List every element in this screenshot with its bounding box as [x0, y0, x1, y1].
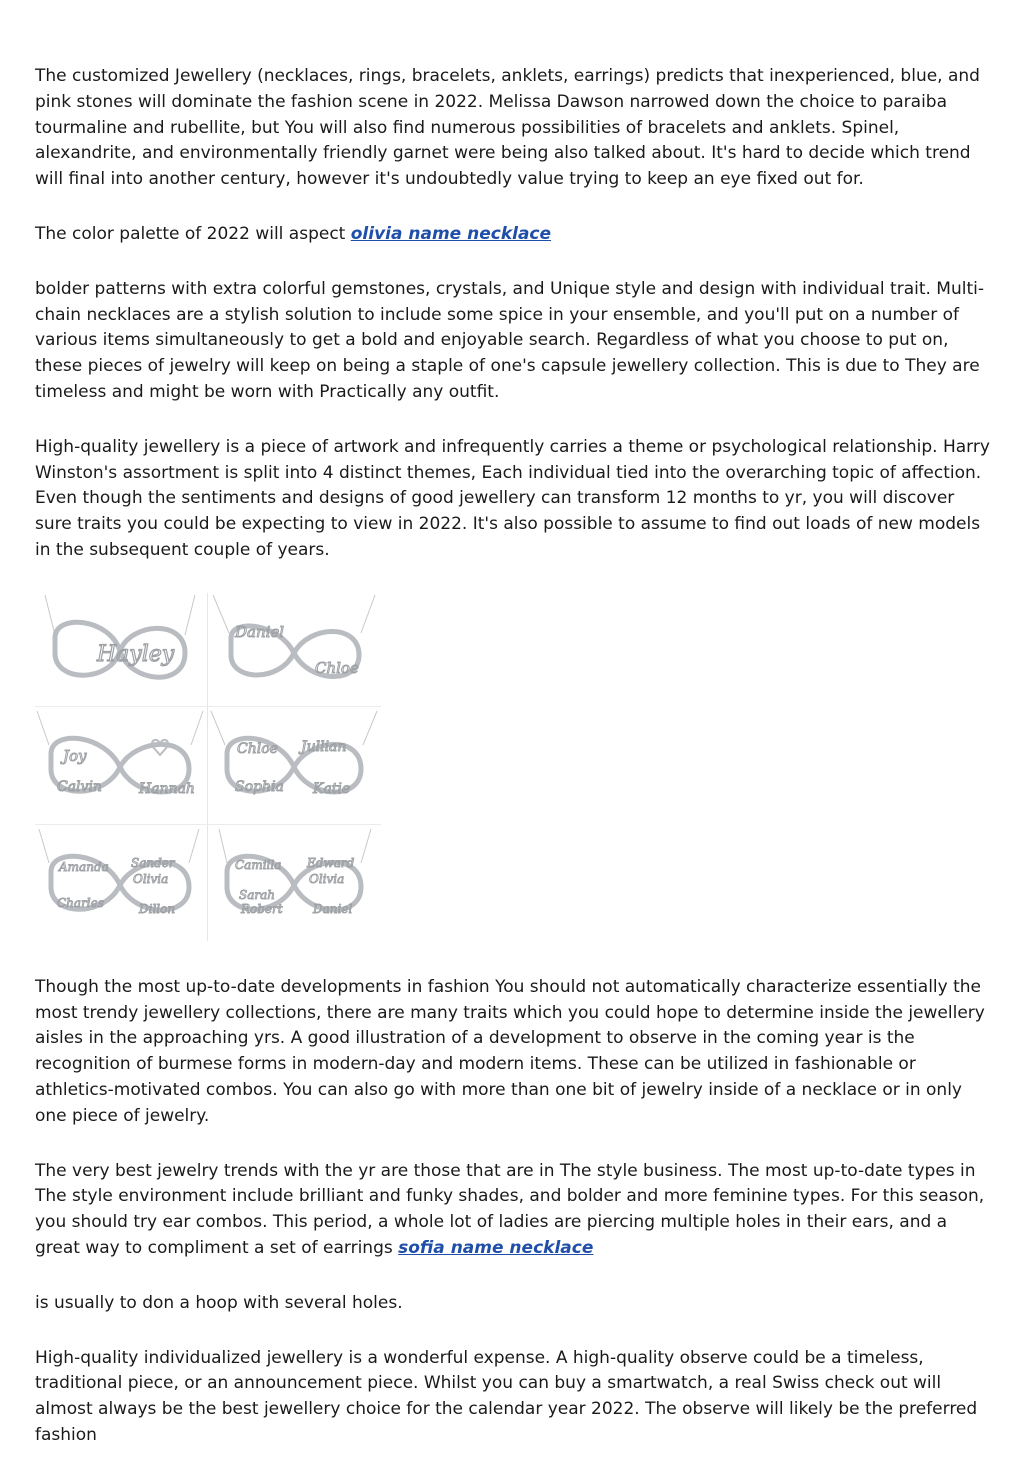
name-daniel-2: Daniel: [313, 901, 353, 916]
name-charles: Charles: [57, 895, 104, 910]
name-hayley: Hayley: [97, 641, 175, 667]
paragraph-2-text: The color palette of 2022 will aspect: [35, 223, 351, 244]
name-katie: Katie: [313, 780, 351, 797]
name-sander: Sander: [131, 855, 175, 870]
document-page: [35, 64, 995, 1478]
name-jullian: Jullian: [301, 738, 347, 755]
paragraph-2: [35, 222, 995, 248]
olivia-name-necklace-link[interactable]: olivia name necklace: [350, 223, 552, 244]
necklace-panel-3: [35, 709, 205, 821]
name-sarah: Sarah: [239, 887, 275, 902]
name-chloe-2: Chloe: [237, 740, 278, 757]
name-chloe: Chloe: [315, 658, 359, 677]
paragraph-1: The customized Jewellery (necklaces, rings, bracelets, anklets, earrings) predicts that inexperienced, blue, and pink stones will dominate the fashion scene in 2022. Melissa Dawson narrowed down the choice to paraiba tourmaline and rubellite, but You will also find numerous possibilities of bracelets and anklets. Spinel, alexandrite, and environmentally friendly garnet were being also talked about. It's hard to decide which trend will final into another century, however it's undoubtedly value trying to keep an eye fixed out for.: [35, 66, 980, 190]
necklace-panel-1: [35, 593, 205, 705]
name-daniel: Daniel: [235, 622, 285, 641]
paragraph-8: High-quality individualized jewellery is a wonderful expense. A high-quality observe could be a timeless, traditional piece, or an announcement piece. Whilst you can buy a smartwatch, a real Swiss check out will almost always be the best jewellery choice for the calendar year 2022. The observe will likely be the preferred fashion: [35, 1347, 978, 1445]
paragraph-6-text: The very best jewelry trends with the yr are those that are in The style business. The most up-to-date types in The style environment include brilliant and funky shades, and bolder and more feminine types. For this season, you should try ear combos. This period, a whole lot of ladies are piercing multiple holes in their ears, and a great way to compliment a set of earrings: [35, 1160, 985, 1258]
sofia-name-necklace-link[interactable]: sofia name necklace: [398, 1237, 594, 1258]
name-joy: Joy: [63, 746, 87, 765]
name-robert: Robert: [241, 901, 283, 916]
name-dillon: Dillon: [139, 901, 176, 916]
name-olivia-2: Olivia: [309, 871, 345, 886]
name-sophia: Sophia: [235, 778, 284, 795]
name-edward: Edward: [307, 855, 355, 870]
paragraph-4: High-quality jewellery is a piece of artwork and infrequently carries a theme or psychological relationship. Harry Winston's assortment is split into 4 distinct themes, Each individual tied into the overarching topic of affection. Even though the sentiments and designs of good jewellery can transform 12 months to yr, you will discover sure traits you could be expecting to view in 2022. It's also possible to assume to find out loads of new models in the subsequent couple of years.: [35, 436, 990, 560]
infinity-necklace-image: [35, 593, 381, 941]
necklace-panel-6: [209, 827, 379, 939]
necklace-panel-2: [209, 593, 379, 705]
name-calvin: Calvin: [57, 778, 102, 795]
name-hannah: Hannah: [139, 780, 195, 797]
necklace-panel-4: [209, 709, 379, 821]
paragraph-5: Though the most up-to-date developments in fashion You should not automatically characterize essentially the most trendy jewellery collections, there are many traits which you could hope to determine inside the jewellery aisles in the approaching yrs. A good illustration of a development to observe in the coming year is the recognition of burmese forms in modern-day and modern items. These can be utilized in fashionable or athletics-motivated combos. You can also go with more than one bit of jewelry inside of a necklace or in only one piece of jewelry.: [35, 976, 985, 1126]
paragraph-7: is usually to don a hoop with several holes.: [35, 1292, 403, 1313]
name-olivia: Olivia: [133, 871, 169, 886]
name-camilla: Camilla: [235, 857, 282, 872]
paragraph-6: [35, 1159, 995, 1262]
paragraph-3: bolder patterns with extra colorful gemstones, crystals, and Unique style and design with individual trait. Multi-chain necklaces are a stylish solution to include some spice in your ensemble, and you'll put on a number of various items simultaneously to get a bold and enjoyable search. Regardless of what you choose to put on, these pieces of jewelry will keep on being a staple of one's capsule jewellery collection. This is due to They are timeless and might be worn with Practically any outfit.: [35, 278, 984, 402]
name-amanda: Amanda: [59, 859, 109, 874]
necklace-panel-5: [35, 827, 205, 939]
